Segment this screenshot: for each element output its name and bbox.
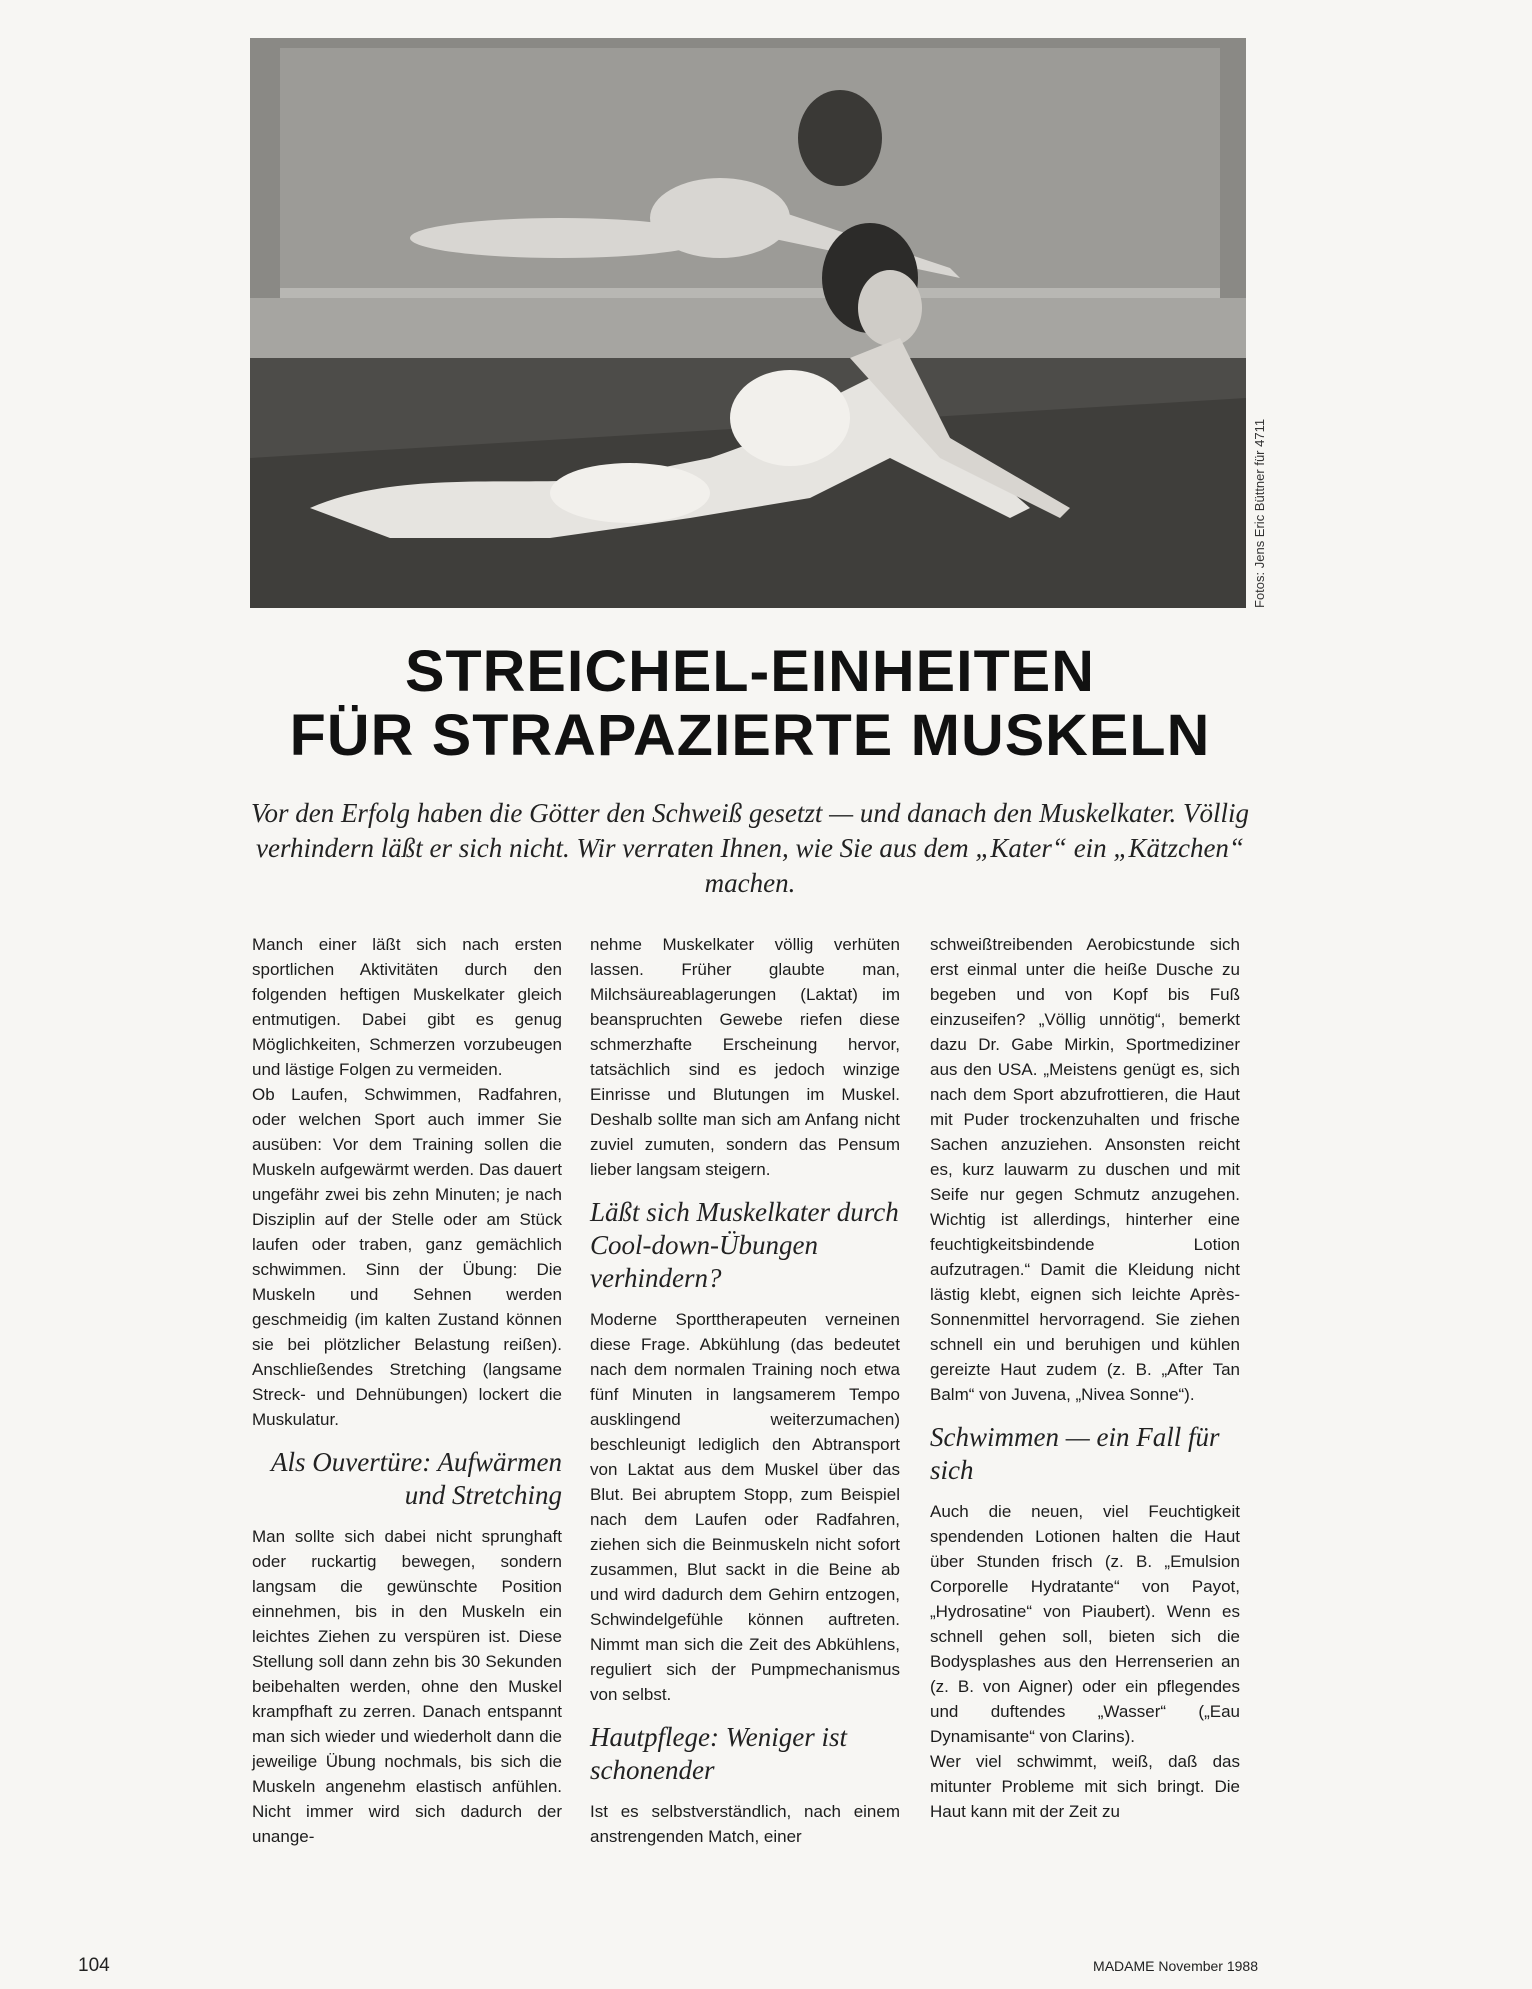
photo-credit: Fotos: Jens Eric Büttner für 4711 — [1252, 418, 1267, 608]
column-2-subhead-2: Hautpflege: Weniger ist schonender — [590, 1722, 847, 1785]
column-1-subhead: Als Ouvertüre: Aufwärmen und Stretching — [271, 1447, 562, 1510]
column-2 — [590, 932, 900, 1849]
headline-line-1: STREICHEL-EINHEITEN — [405, 639, 1095, 704]
magazine-footer: MADAME November 1988 — [1093, 1958, 1258, 1974]
exercise-photo — [250, 38, 1246, 608]
column-3-subhead: Schwimmen — ein Fall für sich — [930, 1422, 1220, 1485]
headline — [240, 640, 1260, 768]
column-1-paragraph-1: Manch einer läßt sich nach ersten sportlichen Aktivitäten durch den folgenden heftigen Muskelkater gleich entmutigen. Dabei gibt es genug Möglichkeiten, Schmerzen vorzubeugen und lästige Folgen zu vermeiden. — [252, 935, 562, 1079]
column-3-paragraph-1: schweißtreibenden Aerobicstunde sich erst einmal unter die heiße Dusche zu begeben und von Kopf bis Fuß einzuseifen? „Völlig unnötig“, bemerkt dazu Dr. Gabe Mirkin, Sportmediziner aus den USA. „Meistens genügt es, sich nach dem Sport abzufrottieren, die Haut mit Puder trockenzuhalten und frische Sachen anzuziehen. Ansonsten reicht es, kurz lauwarm zu duschen und mit Seife nur gegen Schmutz anzugehen. Wichtig ist allerdings, hinterher eine feuchtigkeitsbindende Lotion aufzutragen.“ Damit die Kleidung nicht lästig klebt, eignen sich leichte Après-Sonnenmittel hervorragend. Sie ziehen schnell ein und beruhigen und kühlen gereizte Haut zudem (z. B. „After Tan Balm“ von Juvena, „Nivea Sonne“). — [930, 935, 1240, 1404]
column-2-paragraph-3: Ist es selbstverständlich, nach einem anstrengenden Match, einer — [590, 1802, 900, 1846]
column-1-paragraph-3: Man sollte sich dabei nicht sprunghaft oder ruckartig bewegen, sondern langsam die gewünschte Position einnehmen, bis in den Muskeln ein leichtes Ziehen zu verspüren ist. Diese Stellung soll dann zehn bis 30 Sekunden beibehalten werden, ohne den Muskel krampfhaft zu zerren. Danach entspannt man sich wieder und wiederholt dann die jeweilige Übung nochmals, bis sich die Muskeln angenehm elastisch anfühlen. Nicht immer wird sich dadurch der unange- — [252, 1527, 562, 1846]
column-3-paragraph-3: Wer viel schwimmt, weiß, daß das mitunter Probleme mit sich bringt. Die Haut kann mit der Zeit zu — [930, 1752, 1240, 1821]
headline-line-2: FÜR STRAPAZIERTE MUSKELN — [289, 703, 1211, 768]
column-3-paragraph-2: Auch die neuen, viel Feuchtigkeit spendenden Lotionen halten die Haut über Stunden frisch (z. B. „Emulsion Corporelle Hydratante“ von Payot, „Hydrosatine“ von Piaubert). Wenn es schnell gehen soll, bieten sich die Bodysplashes aus den Herrenserien an (z. B. von Aigner) oder ein pflegendes und duftendes „Wasser“ („Eau Dynamisante“ von Clarins). — [930, 1502, 1240, 1746]
page-number: 104 — [78, 1955, 110, 1976]
column-1 — [252, 932, 562, 1849]
column-1-paragraph-2: Ob Laufen, Schwimmen, Radfahren, oder welchen Sport auch immer Sie ausüben: Vor dem Training sollen die Muskeln aufgewärmt werden. Das dauert ungefähr zwei bis zehn Minuten; je nach Disziplin auf der Stelle oder am Stück laufen oder traben, ganz gemächlich schwimmen. Sinn der Übung: Die Muskeln und Sehnen werden geschmeidig (im kalten Zustand können sie bei plötzlicher Belastung reißen). Anschließendes Stretching (langsame Streck- und Dehnübungen) lockert die Muskulatur. — [252, 1085, 562, 1429]
column-2-paragraph-2: Moderne Sporttherapeuten verneinen diese Frage. Abkühlung (das bedeutet nach dem normalen Training noch etwa fünf Minuten in langsamerem Tempo ausklingend weiterzumachen) beschleunigt lediglich den Abtransport von Laktat aus dem Muskel über das Blut. Bei abruptem Stopp, zum Beispiel nach dem Laufen oder Radfahren, ziehen sich die Beinmuskeln nicht sofort zusammen, Blut sackt in die Beine ab und wird dadurch dem Gehirn entzogen, Schwindelgefühle können auftreten. Nimmt man sich die Zeit des Abkühlens, reguliert sich der Pumpmechanismus von selbst. — [590, 1310, 900, 1704]
photo-illustration — [250, 38, 1246, 608]
column-2-paragraph-1: nehme Muskelkater völlig verhüten lassen. Früher glaubte man, Milchsäureablagerungen (Laktat) im beanspruchten Gewebe riefen diese schmerzhafte Erscheinung hervor, tatsächlich sind es jedoch winzige Einrisse und Blutungen im Muskel. Deshalb sollte man sich am Anfang nicht zuviel zumuten, sondern das Pensum lieber langsam steigern. — [590, 935, 900, 1179]
lead-paragraph: Vor den Erfolg haben die Götter den Schweiß gesetzt — und danach den Muskelkater. Völlig verhindern läßt er sich nicht. Wir verraten Ihnen, wie Sie aus dem „Kater“ ein „Kätzchen“ machen. — [250, 798, 1250, 898]
column-2-subhead-1: Läßt sich Muskelkater durch Cool-down-Übungen verhindern? — [590, 1197, 899, 1293]
column-3 — [930, 932, 1240, 1824]
